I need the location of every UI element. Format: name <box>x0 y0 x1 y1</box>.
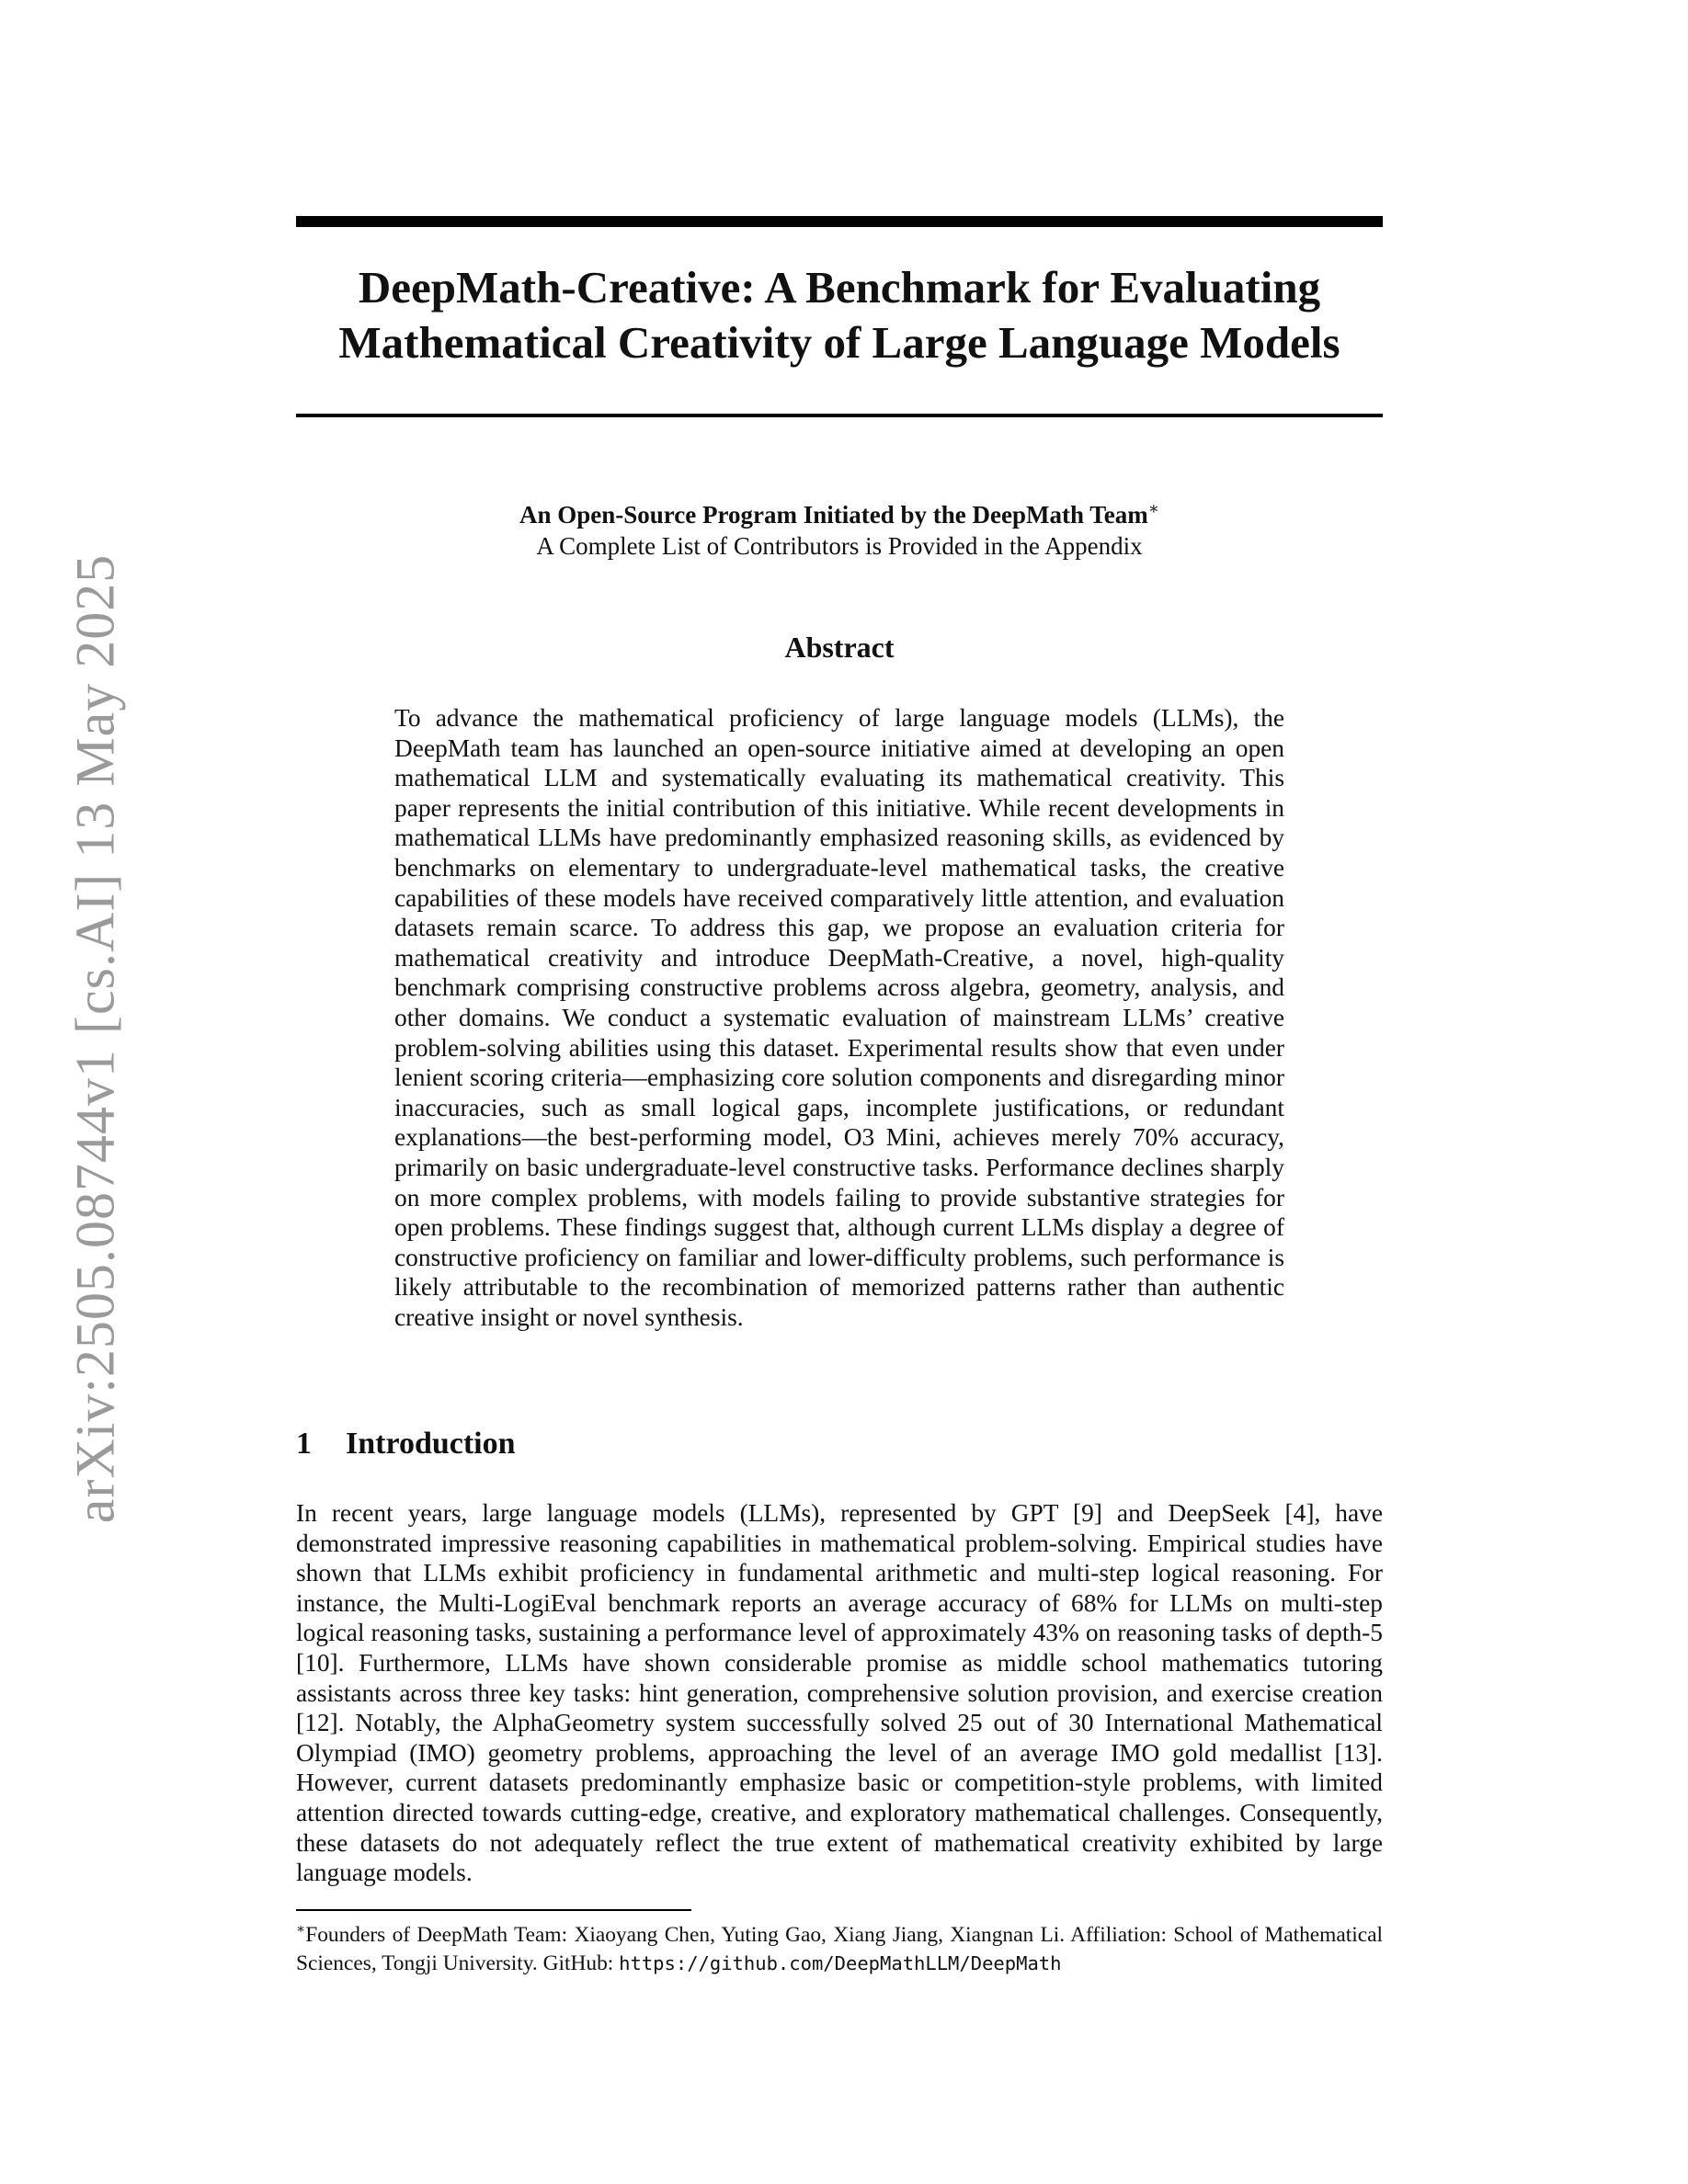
abstract-heading: Abstract <box>784 631 895 664</box>
footnote <box>296 1916 1383 1978</box>
section-title: Introduction <box>346 1427 516 1461</box>
author-block <box>296 493 1383 562</box>
footnote-text: Founders of DeepMath Team: Xiaoyang Chen, Yuting Gao, Xiang Jiang, Xiangnan Li. Affiliation: School of Mathematical Sciences, Tongji University. GitHub: <box>296 1922 1383 1975</box>
title-bottom-rule <box>296 414 1383 417</box>
author-team-line <box>296 493 1383 530</box>
footnote-rule <box>296 1909 691 1911</box>
github-link[interactable]: https://github.com/DeepMathLLM/DeepMath <box>619 1951 1062 1974</box>
paper-title <box>296 260 1383 370</box>
section-heading-introduction <box>296 1427 516 1462</box>
footnote-mark: ∗ <box>296 1922 306 1937</box>
paper-title-line-2: Mathematical Creativity of Large Language Models <box>338 317 1340 368</box>
author-footnote-mark: ∗ <box>1147 499 1159 518</box>
title-top-rule <box>296 216 1383 227</box>
arxiv-identifier-stamp: arXiv:2505.08744v1 [cs.AI] 13 May 2025 <box>64 553 126 1524</box>
paper-title-line-1: DeepMath-Creative: A Benchmark for Evaluating <box>358 262 1321 313</box>
contributors-note: A Complete List of Contributors is Provided in the Appendix <box>536 532 1143 560</box>
abstract-text: To advance the mathematical proficiency of large language models (LLMs), the DeepMath team has launched an open-source initiative aimed at developing an open mathematical LLM and systematically evaluating its mathematical creativity. This paper represents the initial contribution of this initiative. While recent developments in mathematical LLMs have predominantly emphasized reasoning skills, as evidenced by benchmarks on elementary to undergraduate-level mathematical tasks, the creative capabilities of these models have received comparatively little attention, and evaluation datasets remain scarce. To address this gap, we propose an evaluation criteria for mathematical creativity and introduce DeepMath-Creative, a novel, high-quality benchmark comprising constructive problems across algebra, geometry, analysis, and other domains. We conduct a systematic evaluation of mainstream LLMs’ creative problem-solving abilities using this dataset. Experimental results show that even under lenient scoring criteria—emphasizing core solution components and disregarding minor inaccuracies, such as small logical gaps, incomplete justifications, or redundant explanations—the best-performing model, O3 Mini, achieves merely 70% accuracy, primarily on basic undergraduate-level constructive tasks. Performance declines sharply on more complex problems, with models failing to provide substantive strategies for open problems. These findings suggest that, although current LLMs display a degree of constructive proficiency on familiar and lower-difficulty problems, such performance is likely attributable to the recombination of memorized patterns rather than authentic creative insight or novel synthesis. <box>394 704 1284 1331</box>
section-number: 1 <box>296 1427 312 1461</box>
introduction-text: In recent years, large language models (LLMs), represented by GPT [9] and DeepSeek [4], have demonstrated impressive reasoning capabilities in mathematical problem-solving. Empirical studies have shown that LLMs exhibit proficiency in fundamental arithmetic and multi-step logical reasoning. For instance, the Multi-LogiEval benchmark reports an average accuracy of 68% for LLMs on multi-step logical reasoning tasks, sustaining a performance level of approximately 43% on reasoning tasks of depth-5 [10]. Furthermore, LLMs have shown considerable promise as middle school mathematics tutoring assistants across three key tasks: hint generation, comprehensive solution provision, and exercise creation [12]. Notably, the AlphaGeometry system successfully solved 25 out of 30 International Mathematical Olympiad (IMO) geometry problems, approaching the level of an average IMO gold medallist [13]. However, current datasets predominantly emphasize basic or competition-style problems, with limited attention directed towards cutting-edge, creative, and exploratory mathematical challenges. Consequently, these datasets do not adequately reflect the true extent of mathematical creativity exhibited by large language models. <box>296 1499 1383 1887</box>
author-team: An Open-Source Program Initiated by the DeepMath Team <box>519 501 1148 529</box>
